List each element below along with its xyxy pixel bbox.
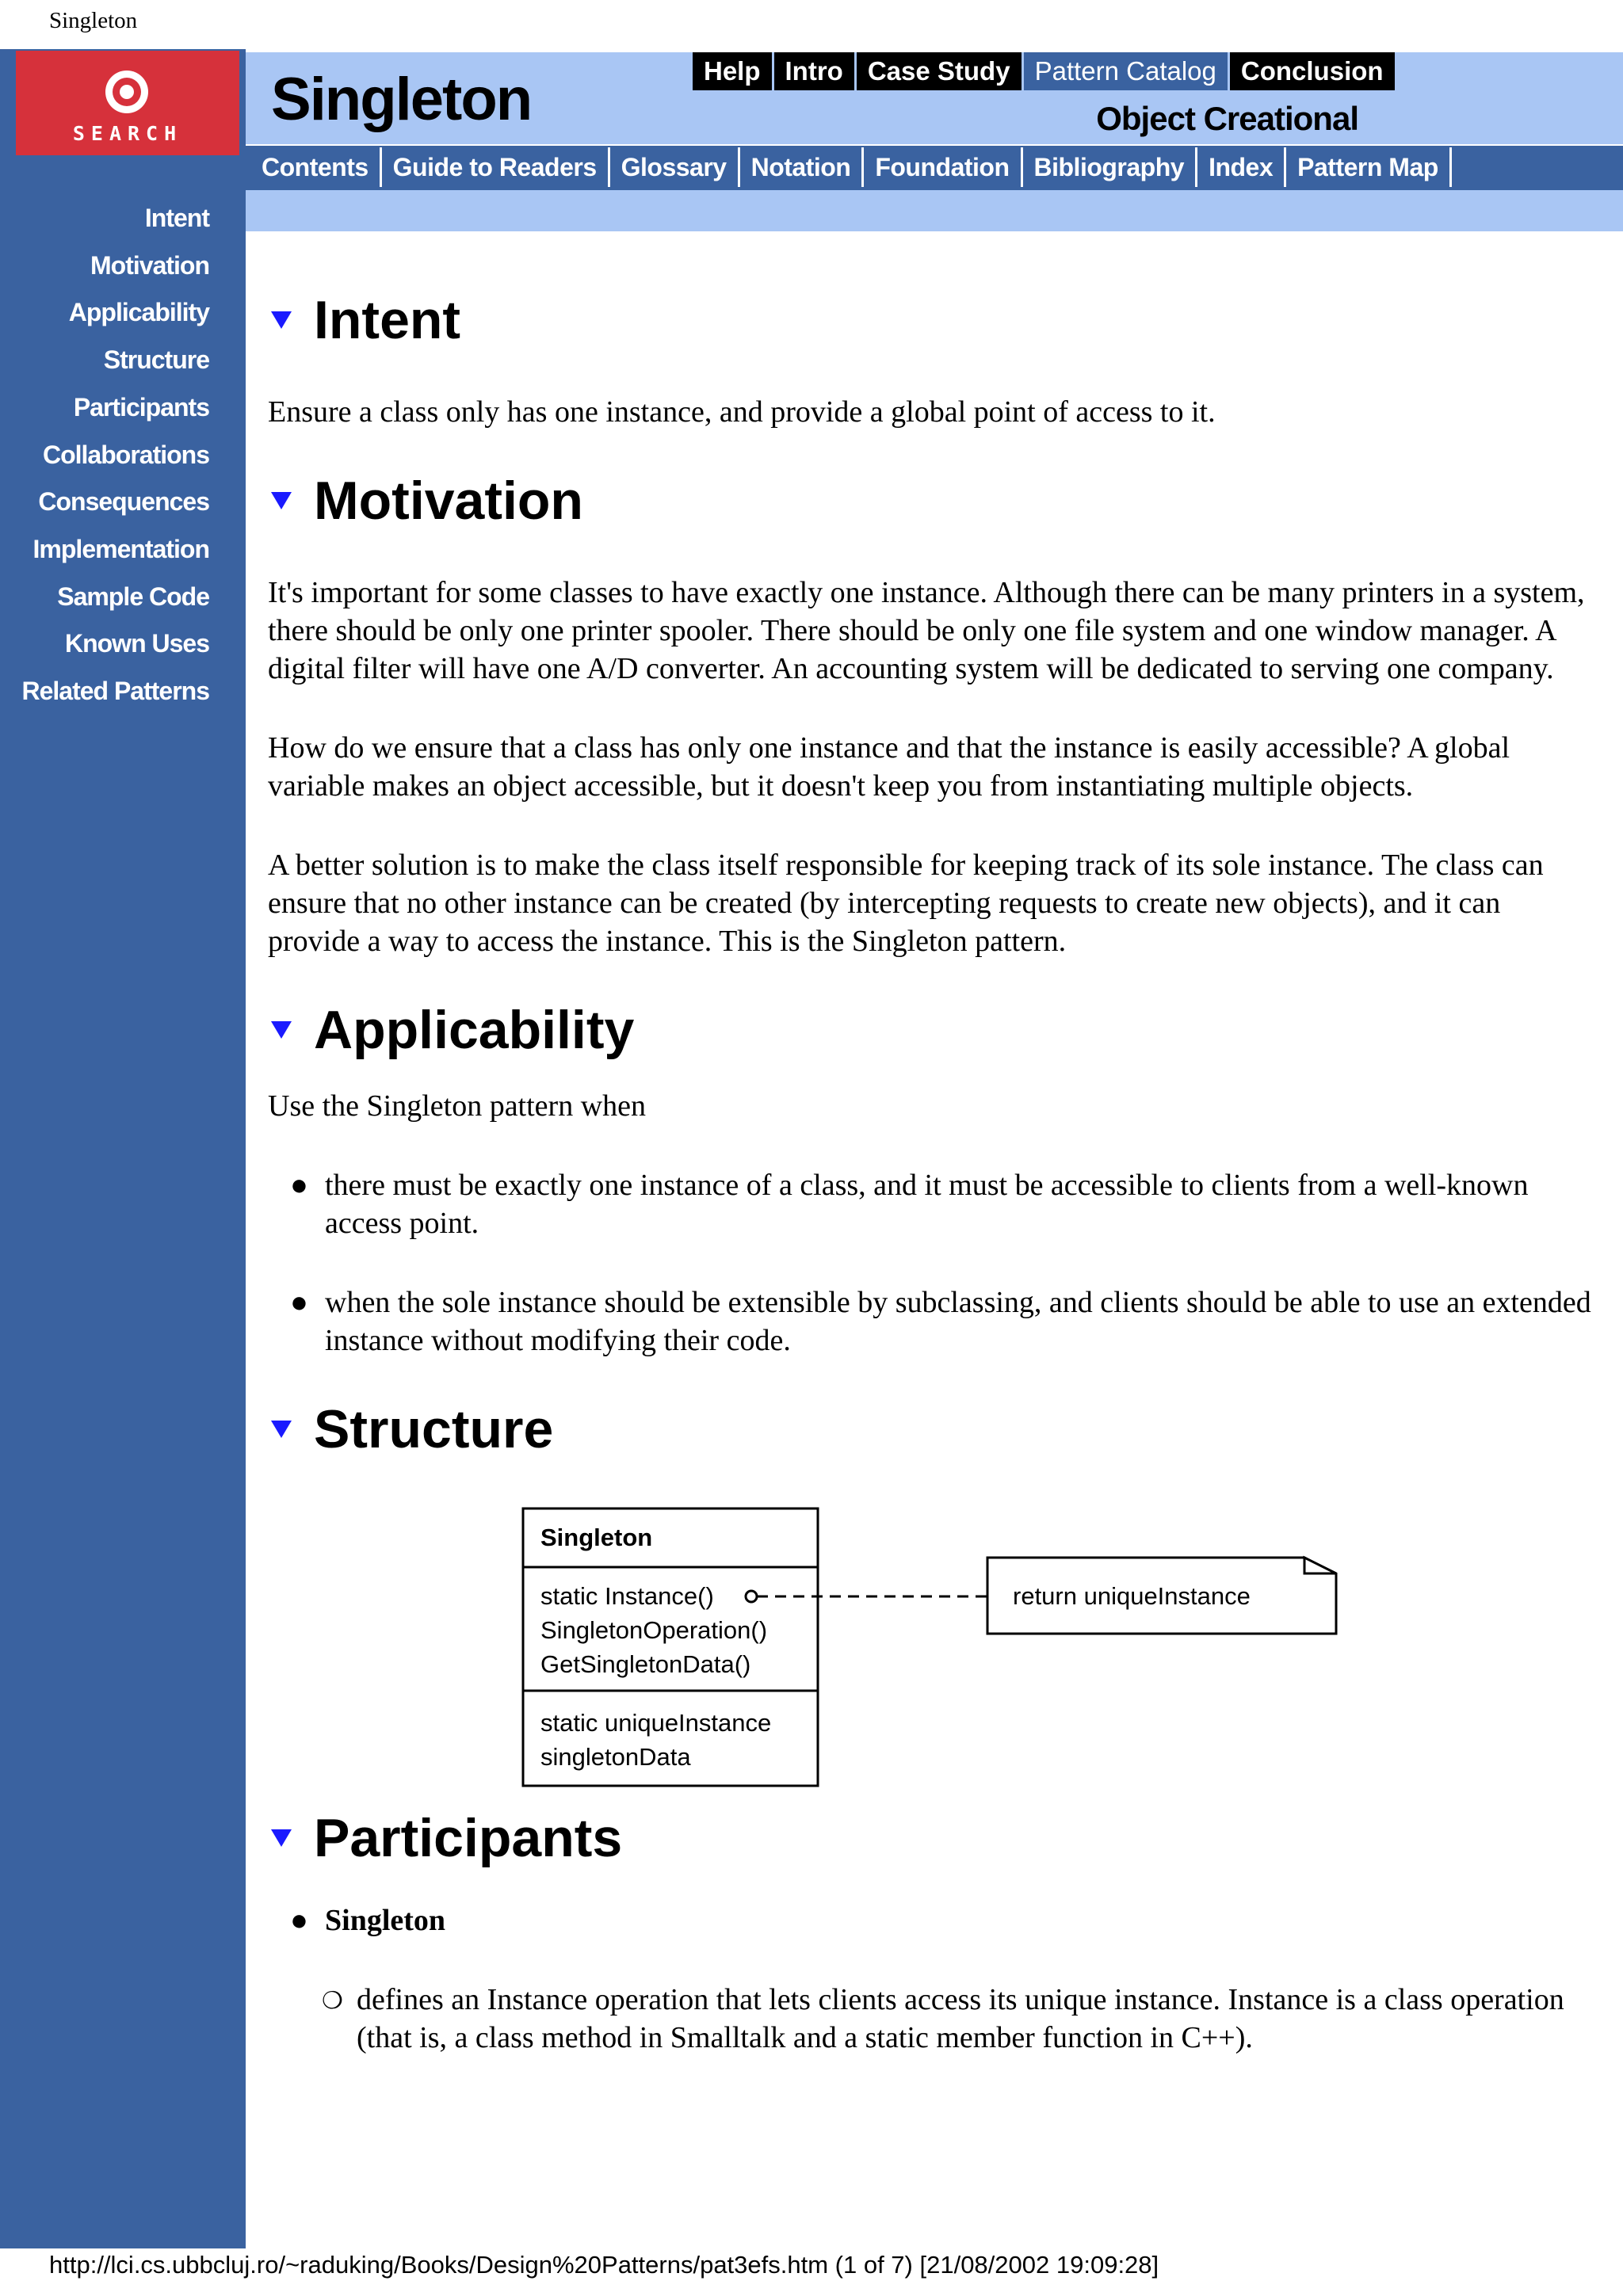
intent-heading <box>268 282 1599 358</box>
bottom-nav-pattern-map[interactable]: Pattern Map <box>1286 147 1452 187</box>
operation: GetSingletonData() <box>540 1650 751 1678</box>
list-item: ● Singleton <box>290 1904 446 1937</box>
top-nav-intro[interactable]: Intro <box>774 52 854 90</box>
list-item: ● there must be exactly one instance of a class, and it must be accessible to clients from a well-known access point. <box>290 1169 1529 1240</box>
print-footer: http://lci.cs.ubbcluj.ro/~raduking/Books/Design%20Patterns/pat3efs.htm (1 of 7) [21/08/2002 19:09:28] <box>49 2251 1159 2279</box>
structure-heading <box>268 1391 1599 1467</box>
triangle-down-icon <box>271 1421 292 1438</box>
motivation-paragraph: How do we ensure that a class has only one instance and that the instance is easily accessible? A global variable makes an object accessible, but it doesn't keep you from instantiating multiple objects. <box>268 731 1510 803</box>
bottom-nav-bibliography[interactable]: Bibliography <box>1023 147 1198 187</box>
participants-title: Participants <box>314 1808 623 1868</box>
search-label: SEARCH <box>72 122 183 145</box>
sidebar-item-participants[interactable]: Participants <box>73 392 209 421</box>
pattern-category: Object Creational <box>1096 100 1358 137</box>
sidebar-item-sample-code[interactable]: Sample Code <box>57 582 209 611</box>
top-nav-pattern-catalog[interactable]: Pattern Catalog <box>1024 52 1228 90</box>
bottom-nav-guide-to-readers[interactable]: Guide to Readers <box>382 147 610 187</box>
bottom-nav-foundation[interactable]: Foundation <box>864 147 1022 187</box>
applicability-heading <box>268 992 1599 1068</box>
motivation-heading <box>268 463 1599 539</box>
top-nav <box>693 52 1397 90</box>
triangle-down-icon <box>271 1021 292 1039</box>
sidebar-item-intent[interactable]: Intent <box>144 204 209 232</box>
triangle-down-icon <box>271 1829 292 1847</box>
list-item: ● when the sole instance should be extensible by subclassing, and clients should be able to use an extended instance without modifying their code. <box>290 1286 1591 1357</box>
operation: static Instance() <box>540 1582 714 1610</box>
bottom-nav-index[interactable]: Index <box>1197 147 1286 187</box>
sidebar-item-motivation[interactable]: Motivation <box>90 250 209 280</box>
sidebar-item-applicability[interactable]: Applicability <box>68 298 209 327</box>
print-header: Singleton <box>49 8 138 33</box>
structure-title: Structure <box>314 1399 554 1459</box>
list-item: ❍ defines an Instance operation that lets clients access its unique instance. Instance is a class operation (that is, a class method in Smalltalk and a static member function in C++). <box>322 1983 1564 2054</box>
motivation-title: Motivation <box>314 471 583 531</box>
participants-list <box>268 1901 1599 1939</box>
sidebar-item-structure[interactable]: Structure <box>103 345 209 375</box>
applicability-title: Applicability <box>314 1000 635 1060</box>
target-icon <box>103 68 151 116</box>
bottom-nav-contents[interactable]: Contents <box>250 147 382 187</box>
page-title: Singleton <box>271 66 532 133</box>
sidebar-item-known-uses[interactable]: Known Uses <box>64 629 209 658</box>
applicability-intro: Use the Singleton pattern when <box>268 1089 647 1123</box>
section-nav <box>21 195 209 715</box>
top-nav-conclusion[interactable]: Conclusion <box>1230 52 1395 90</box>
note-anchor <box>746 1591 757 1602</box>
triangle-down-icon <box>271 311 292 329</box>
note-text: return uniqueInstance <box>1013 1582 1251 1610</box>
bottom-nav <box>250 147 1452 187</box>
participants-sublist <box>268 1981 1599 2057</box>
intent-title: Intent <box>314 290 461 350</box>
intent-text: Ensure a class only has one instance, and provide a global point of access to it. <box>268 395 1216 429</box>
triangle-down-icon <box>271 492 292 509</box>
sidebar-item-collaborations[interactable]: Collaborations <box>42 440 209 469</box>
bottom-nav-notation[interactable]: Notation <box>740 147 865 187</box>
motivation-paragraph: A better solution is to make the class itself responsible for keeping track of its sole instance. The class can ensure that no other instance can be created (by intercepting requests to create new objects), and it can provide a way to access the instance. This is the Singleton pattern. <box>268 849 1544 958</box>
uml-diagram <box>268 1467 1599 1800</box>
top-nav-help[interactable]: Help <box>693 52 772 90</box>
main-content <box>268 282 1599 2057</box>
note-fold <box>1304 1558 1336 1573</box>
sidebar-item-implementation[interactable]: Implementation <box>32 534 209 563</box>
participants-heading <box>268 1800 1599 1876</box>
applicability-list <box>268 1166 1599 1360</box>
sidebar-item-consequences[interactable]: Consequences <box>38 487 209 517</box>
operation: SingletonOperation() <box>540 1616 768 1644</box>
search-button[interactable] <box>16 51 239 155</box>
class-name: Singleton <box>540 1524 653 1551</box>
bottom-nav-glossary[interactable]: Glossary <box>610 147 740 187</box>
header-strip <box>246 190 1623 231</box>
structure-diagram <box>268 1467 1599 1800</box>
sidebar <box>0 49 246 2248</box>
top-nav-case-study[interactable]: Case Study <box>857 52 1022 90</box>
attribute: static uniqueInstance <box>540 1709 772 1737</box>
motivation-paragraph: It's important for some classes to have exactly one instance. Although there can be many printers in a system, there should be only one printer spooler. There should be only one file system and one window manager. A digital filter will have one A/D converter. An accounting system will be dedicated to serving one company. <box>268 576 1585 685</box>
sidebar-item-related-patterns[interactable]: Related Patterns <box>21 677 209 706</box>
attribute: singletonData <box>540 1743 691 1771</box>
